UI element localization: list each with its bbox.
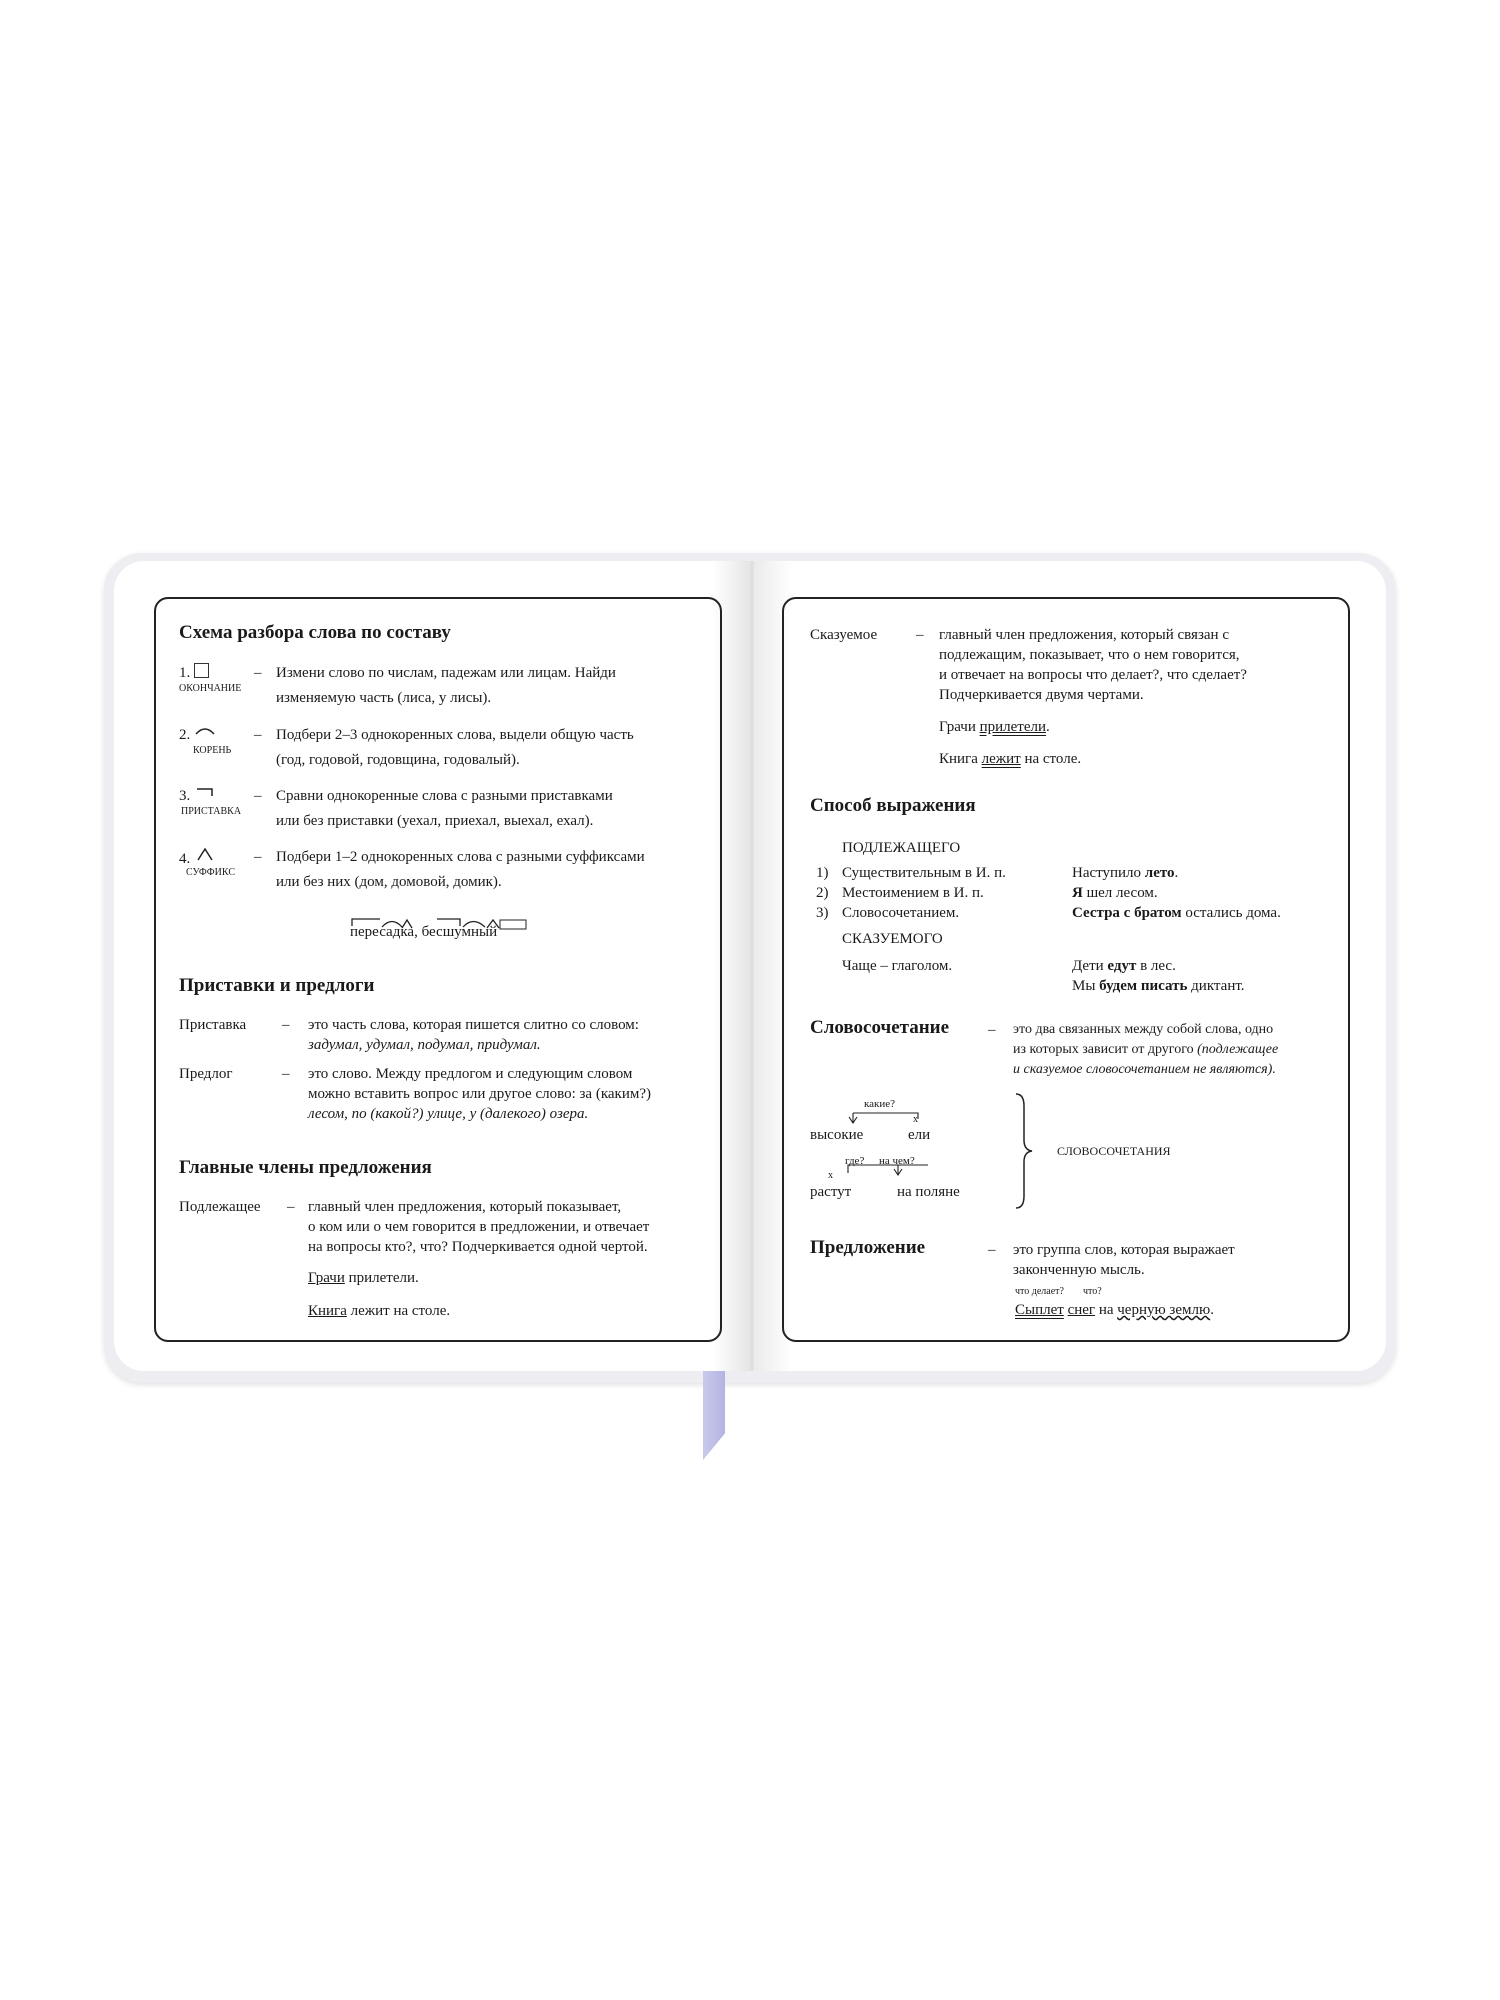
definition-line: законченную мысль. <box>1013 1262 1145 1278</box>
item-number: 2. <box>179 725 216 745</box>
definition-line: главный член предложения, который связан с <box>939 627 1229 643</box>
list-example: Я шел лесом. <box>1072 885 1158 901</box>
item-text-line: Подбери 1–2 однокоренных слова с разными суффиксами <box>276 849 645 865</box>
item-number: 3. <box>179 786 216 806</box>
item-dash: – <box>254 849 262 865</box>
term-subject: Подлежащее <box>179 1199 261 1215</box>
section-title-sentence: Предложение <box>810 1237 926 1258</box>
diagram-word: ели <box>908 1127 931 1143</box>
page-gutter <box>712 561 792 1371</box>
example-sentence: Грачи прилетели. <box>308 1270 419 1286</box>
list-number: 3) <box>816 905 829 921</box>
section-title-word-analysis: Схема разбора слова по составу <box>179 622 451 643</box>
root-arc-icon <box>194 725 216 735</box>
item-label-suffix: СУФФИКС <box>186 867 235 878</box>
diagram-word: растут <box>810 1184 852 1200</box>
definition-line: Подчеркивается двумя чертами. <box>939 687 1144 703</box>
item-text-line: или без них (дом, домовой, домик). <box>276 874 502 890</box>
term-preposition: Предлог <box>179 1066 233 1082</box>
item-text-line: или без приставки (уехал, приехал, выехал, ехал). <box>276 813 594 829</box>
definition-line: о ком или о чем говорится в предложении, и отвечает <box>308 1219 650 1235</box>
item-text-line: Измени слово по числам, падежам или лицам. Найди <box>276 665 616 681</box>
definition-line: и сказуемое словосочетанием не являются). <box>1013 1062 1276 1077</box>
list-item: Словосочетанием. <box>842 905 960 921</box>
example-words: пересадка, бесшумный <box>350 924 498 940</box>
diagram-question: какие? <box>864 1098 896 1110</box>
term-dash: – <box>282 1017 290 1033</box>
sentence-question: что делает? <box>1015 1286 1064 1297</box>
example-sentence: Книга лежит на столе. <box>308 1303 451 1319</box>
item-text-line: изменяемую часть (лиса, у лисы). <box>276 690 492 706</box>
section-title-phrase: Словосочетание <box>810 1017 950 1038</box>
example-sentence: Грачи прилетели. <box>939 719 1050 735</box>
prefix-mark-icon <box>194 787 216 797</box>
definition-line: на вопросы кто?, что? Подчеркивается одной чертой. <box>308 1239 648 1255</box>
term-dash: – <box>287 1199 295 1215</box>
item-label-ending: ОКОНЧАНИЕ <box>179 683 242 694</box>
definition-line: из которых зависит от другого (подлежащее <box>1013 1042 1279 1057</box>
item-dash: – <box>254 665 262 681</box>
subheading-predicate: СКАЗУЕМОГО <box>842 931 943 947</box>
subheading-subject: ПОДЛЕЖАЩЕГО <box>842 840 961 856</box>
list-example: Сестра с братом остались дома. <box>1072 905 1281 921</box>
diagram-question: на чем? <box>879 1155 915 1167</box>
definition-line: это слово. Между предлогом и следующим словом <box>308 1066 633 1082</box>
definition-line: лесом, по (какой?) улице, у (далекого) озера. <box>308 1106 589 1122</box>
list-item: Местоимением в И. п. <box>842 885 984 901</box>
list-item: Существительным в И. п. <box>842 865 1006 881</box>
item-text-line: (год, годовой, годовщина, годовалый). <box>276 752 520 768</box>
diagram-question: где? <box>845 1155 865 1167</box>
item-label-prefix: ПРИСТАВКА <box>181 806 242 817</box>
list-number: 2) <box>816 885 829 901</box>
definition-line: задумал, удумал, подумал, придумал. <box>308 1037 541 1053</box>
term-prefix: Приставка <box>179 1017 247 1033</box>
list-example: Дети едут в лес. <box>1072 958 1176 974</box>
section-title-main-members: Главные члены предложения <box>179 1157 432 1178</box>
definition-line: подлежащим, показывает, что о нем говорится, <box>939 647 1240 663</box>
list-example: Мы будем писать диктант. <box>1072 978 1245 994</box>
example-sentence: Сыплет снег на черную землю. <box>1015 1302 1214 1318</box>
diagram-label: СЛОВОСОЧЕТАНИЯ <box>1057 1144 1171 1158</box>
diagram-x-mark: х <box>828 1170 833 1181</box>
term-predicate: Сказуемое <box>810 627 878 643</box>
item-number: 1. <box>179 663 209 683</box>
bookmark-ribbon <box>703 1365 725 1460</box>
definition-line: это часть слова, которая пишется слитно со словом: <box>308 1017 639 1033</box>
curly-brace <box>1012 1092 1034 1210</box>
example-sentence: Книга лежит на столе. <box>939 751 1082 767</box>
ending-icon <box>194 663 209 678</box>
term-dash: – <box>988 1022 996 1038</box>
item-dash: – <box>254 727 262 743</box>
term-dash: – <box>916 627 924 643</box>
definition-line: можно вставить вопрос или другое слово: за (каким?) <box>308 1086 651 1102</box>
item-dash: – <box>254 788 262 804</box>
suffix-caret-icon <box>194 847 216 861</box>
item-text-line: Подбери 2–3 однокоренных слова, выдели общую часть <box>276 727 634 743</box>
item-text-line: Сравни однокоренные слова с разными приставками <box>276 788 613 804</box>
diagram-word: на поляне <box>897 1184 960 1200</box>
list-number: 1) <box>816 865 829 881</box>
section-title-prefixes: Приставки и предлоги <box>179 975 375 996</box>
list-item: Чаще – глаголом. <box>842 958 953 974</box>
term-dash: – <box>988 1242 996 1258</box>
list-example: Наступило лето. <box>1072 865 1179 881</box>
definition-line: это два связанных между собой слова, одно <box>1013 1022 1274 1037</box>
definition-line: это группа слов, которая выражает <box>1013 1242 1235 1258</box>
item-label-root: КОРЕНЬ <box>193 745 232 756</box>
definition-line: главный член предложения, который показывает, <box>308 1199 622 1215</box>
item-number: 4. <box>179 847 216 869</box>
diagram-word: высокие <box>810 1127 864 1143</box>
section-title-expression: Способ выражения <box>810 795 976 816</box>
term-dash: – <box>282 1066 290 1082</box>
sentence-question: что? <box>1083 1286 1102 1297</box>
definition-line: и отвечает на вопросы что делает?, что сделает? <box>939 667 1247 683</box>
diagram-x-mark: х <box>913 1114 918 1125</box>
